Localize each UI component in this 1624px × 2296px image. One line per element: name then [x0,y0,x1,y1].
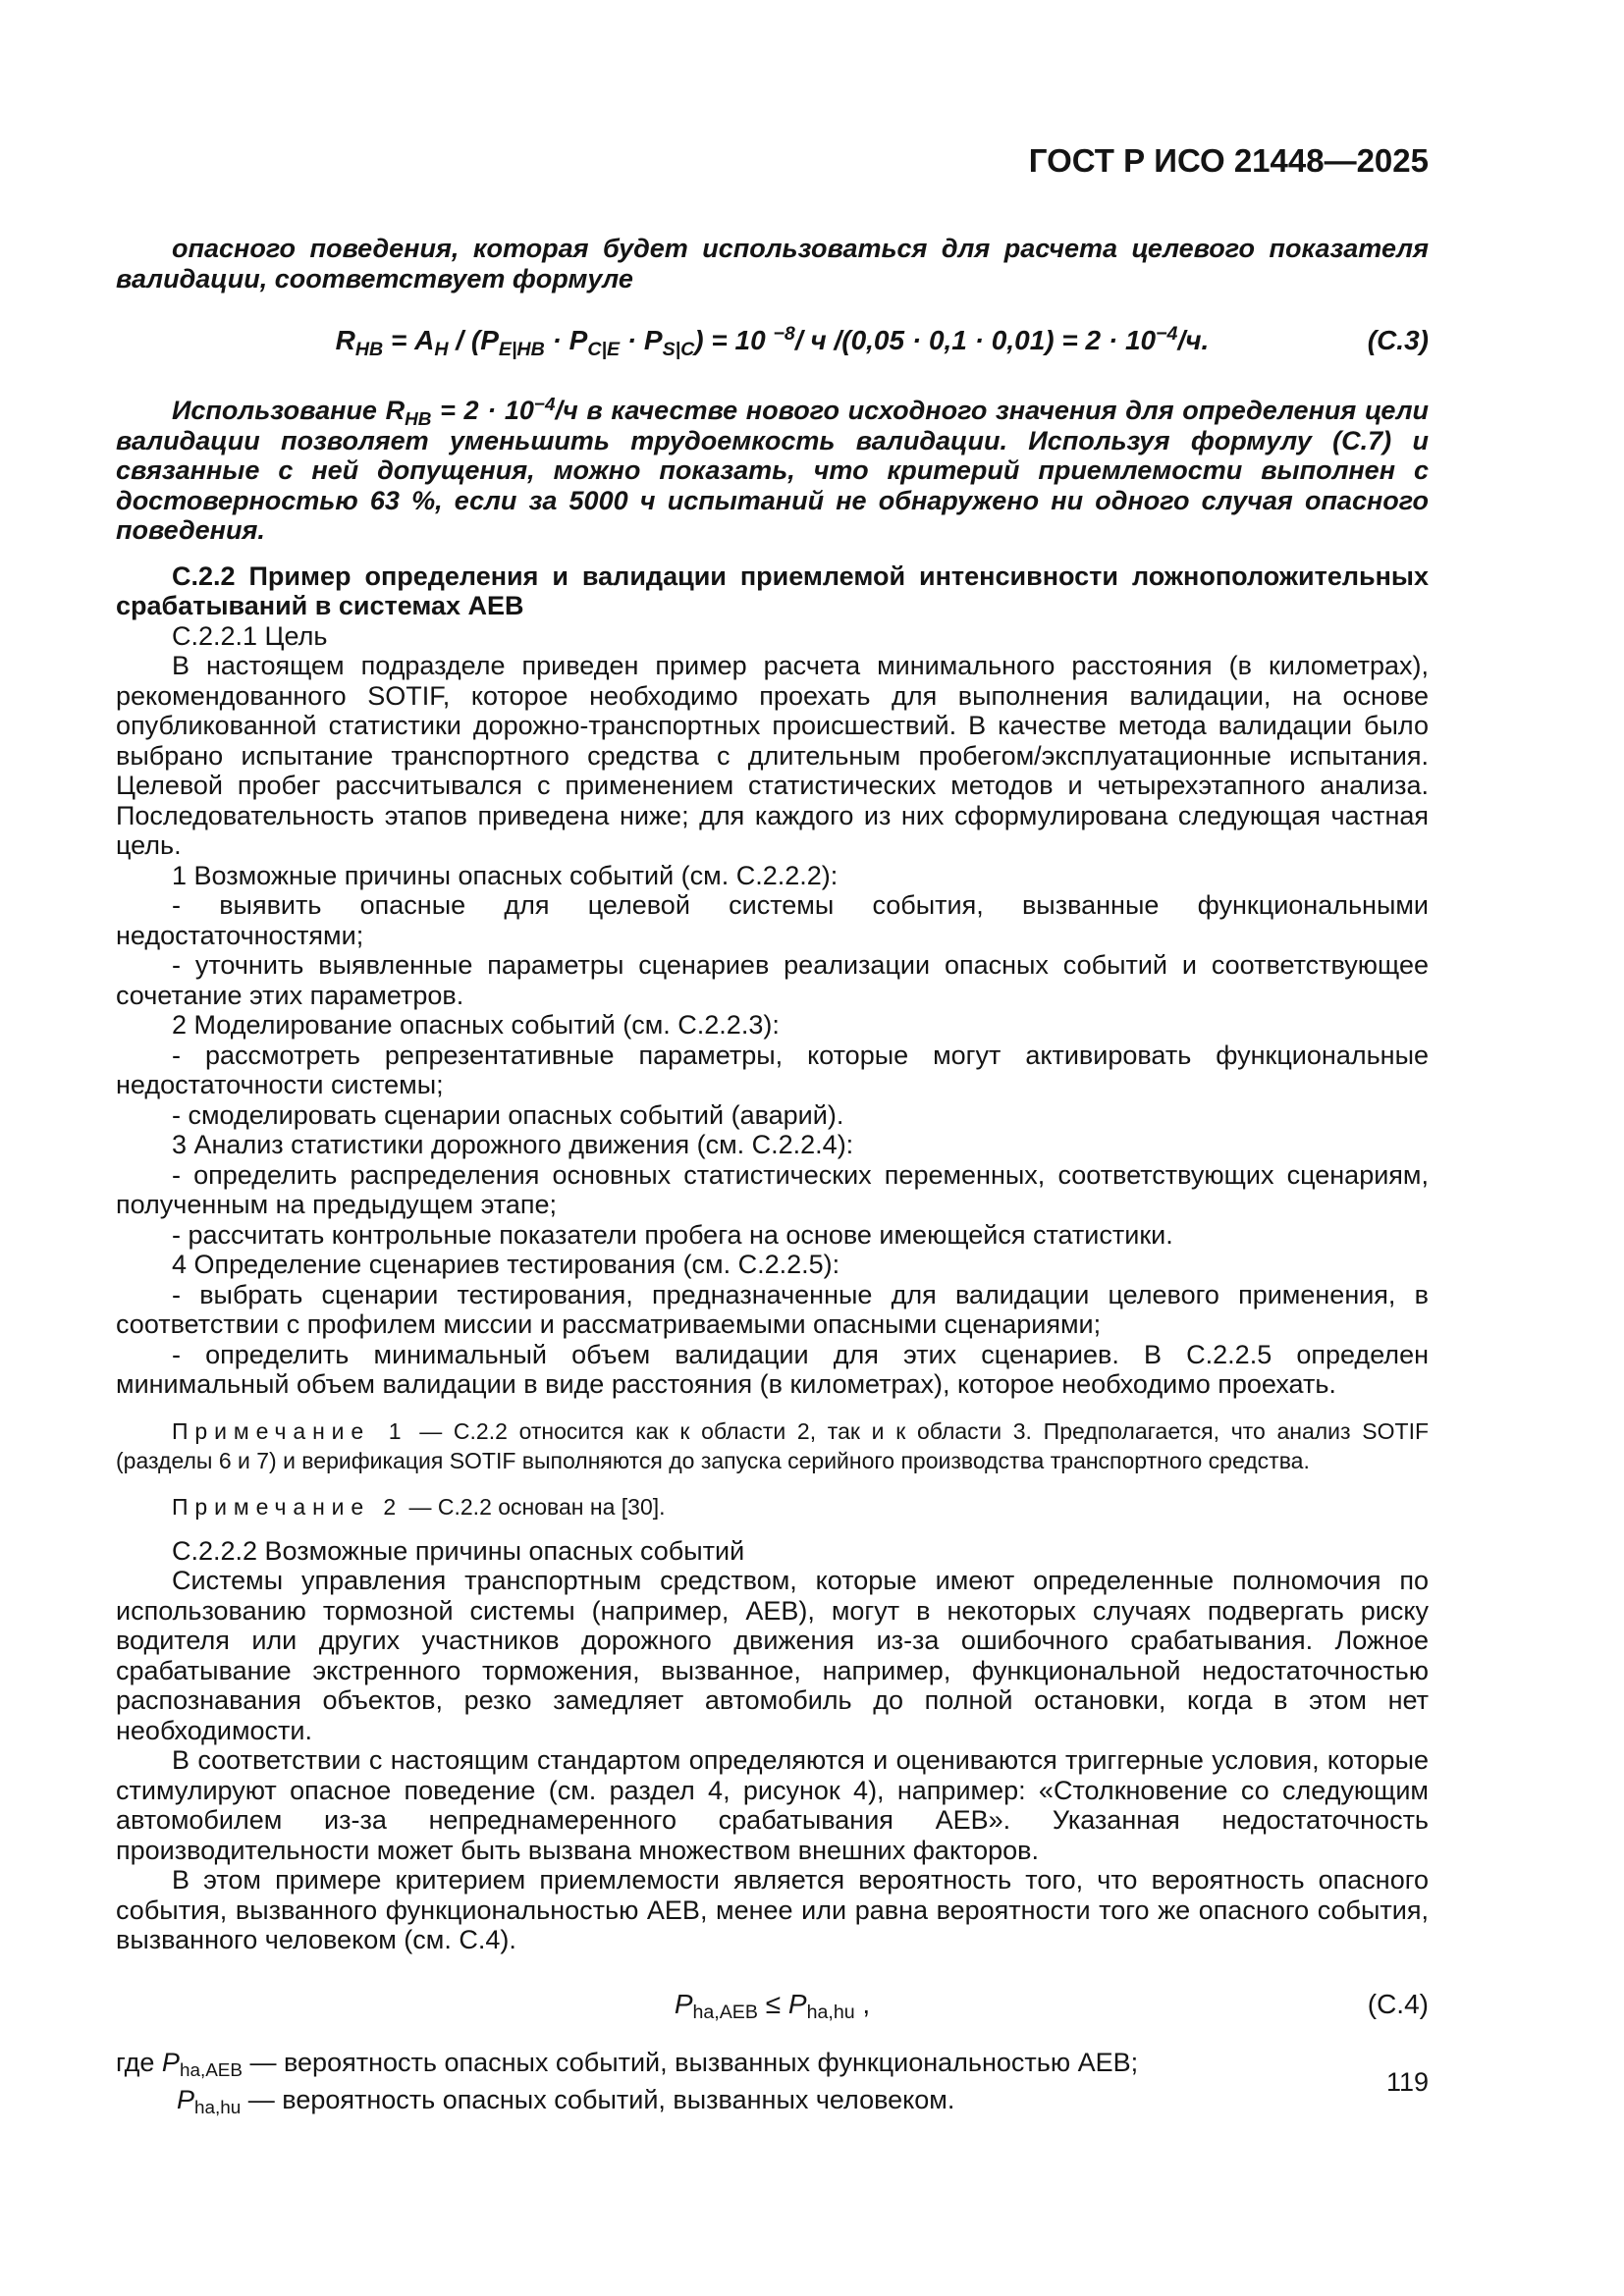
usage-paragraph: Использование $R_{НВ} = 2 \cdot 10^{-4}/ч$ в качестве нового исходного значения для определения цели валидации позволяет уменьшить трудоемкость валидации. Используя формулу (С.7) и связанные с ней допущения, можно показать, что критерий приемлемости выполнен с достоверностью 63 %, если за 5000 ч испытаний не обнаружено ни одного случая опасного поведения. [116,394,1429,545]
list-item-bullet: - смоделировать сценарии опасных событий (аварий). [172,1099,844,1130]
list-item-bullet: - выявить опасные для целевой системы события, вызванные функциональными недостаточностями; [116,890,1429,950]
list-item-bullet: - определить распределения основных статистических переменных, соответствующих сценариям, полученным на предыдущем этапе; [116,1159,1429,1219]
list-item-bullet: - выбрать сценарии тестирования, предназначенные для валидации целевого применения, в соответствии с профилем миссии и рассматриваемыми опасными сценариями; [116,1279,1429,1339]
page-number: 119 [1385,2067,1429,2097]
list-item-bullet: - уточнить выявленные параметры сценариев реализации опасных событий и соответствующее сочетание этих параметров. [116,950,1429,1010]
note-1-label: Примечание 1 [172,1417,408,1444]
formula-c4-row [116,1988,1429,2024]
formula-c3: $R_{НВ} = A_Н / (P_{E|НВ} \cdot P_{C|E} \cdot P_{S|C}) = 10$ $^{-8}$/ ч $/(0,05 \cdot 0,1 \cdot 0,01) = 2 \cdot 10^{-4}/ч$. [335,323,1210,360]
paragraph-c222-1: Системы управления транспортным средством, которые имеют определенные полномочия по использованию тормозной системы (например, AEB), могут в некоторых случаях подвергать риску водителя или других участников дорожного движения из-за ошибочного срабатывания. Ложное срабатывание экстренного торможения, вызванное, например, функциональной недостаточностью распознавания объектов, резко замедляет автомобиль до полной остановки, когда в этом нет необходимости. [116,1566,1429,1745]
formula-c4-number: (С.4) [1367,1988,1429,2019]
formula-c3-row [116,323,1429,360]
list-item-bullet: - определить минимальный объем валидации для этих сценариев. В С.2.2.5 определен минимальный объем валидации в виде расстояния (в километрах), которое необходимо проехать. [116,1339,1429,1399]
list-item-step-2: 2 Моделирование опасных событий (см. С.2.2.3): [172,1010,780,1040]
list-item-bullet: - рассчитать контрольные показатели пробега на основе имеющейся статистики. [172,1219,1173,1250]
note-1 [116,1416,1429,1475]
doc-code-header: ГОСТ Р ИСО 21448—2025 [1028,142,1429,179]
where-definition-2: $P_{ha,hu}$ — вероятность опасных событий, вызванных человеком. [177,2084,955,2119]
note-1-text: — С.2.2 относится как к области 2, так и к области 3. Предполагается, что анализ SOTIF (разделы 6 и 7) и верификация SOTIF выполняются до запуска серийного производства транспортного средства. [116,1417,1430,1473]
paragraph-c221-goal: В настоящем подразделе приведен пример расчета минимального расстояния (в километрах), рекомендованного SOTIF, которое необходимо проехать для выполнения валидации, на основе опубликованной статистики дорожно-транспортных происшествий. В качестве метода валидации было выбрано испытание транспортного средства с длительным пробегом/эксплуатационные испытания. Целевой пробег рассчитывался с применением статистических методов и четырехэтапного анализа. Последовательность этапов приведена ниже; для каждого из них сформулирована следующая частная цель. [116,651,1429,860]
subsection-heading-c221: С.2.2.1 Цель [172,620,328,651]
list-item-step-1: 1 Возможные причины опасных событий (см. С.2.2.2): [172,860,839,890]
list-item-step-3: 3 Анализ статистики дорожного движения (см. С.2.2.4): [172,1130,854,1159]
paragraph-c222-2: В соответствии с настоящим стандартом определяются и оцениваются триггерные условия, которые стимулируют опасное поведение (см. раздел 4, рисунок 4), например: «Столкновение со следующим автомобилем из-за непреднамеренного срабатывания AEB». Указанная недостаточность производительности может быть вызвана множеством внешних факторов. [116,1745,1429,1865]
section-heading-c22: С.2.2 Пример определения и валидации приемлемой интенсивности ложноположительных срабатываний в системах AEB [116,561,1429,620]
note-2 [116,1492,1429,1522]
formula-c3-number: (С.3) [1367,325,1429,355]
intro-paragraph: опасного поведения, которая будет использоваться для расчета целевого показателя валидации, соответствует формуле [116,234,1429,294]
list-item-step-4: 4 Определение сценариев тестирования (см. С.2.2.5): [172,1250,840,1279]
where-definition-1: где $P_{ha,AEB}$ — вероятность опасных событий, вызванных функциональностью AEB; [116,2047,1139,2082]
note-2-label: Примечание 2 [172,1493,404,1520]
note-2-text: — С.2.2 основан на [30]. [408,1493,666,1520]
subsection-heading-c222: С.2.2.2 Возможные причины опасных событий [172,1535,745,1566]
formula-c4: $P_{ha,AEB} \le P_{ha,hu}$ , [674,1988,871,2024]
list-item-bullet: - рассмотреть репрезентативные параметры, которые могут активировать функциональные недостаточности системы; [116,1040,1429,1099]
paragraph-c222-3: В этом примере критерием приемлемости является вероятность того, что вероятность опасного события, вызванного функциональностью AEB, менее или равна вероятности того же опасного события, вызванного человеком (см. С.4). [116,1865,1429,1954]
